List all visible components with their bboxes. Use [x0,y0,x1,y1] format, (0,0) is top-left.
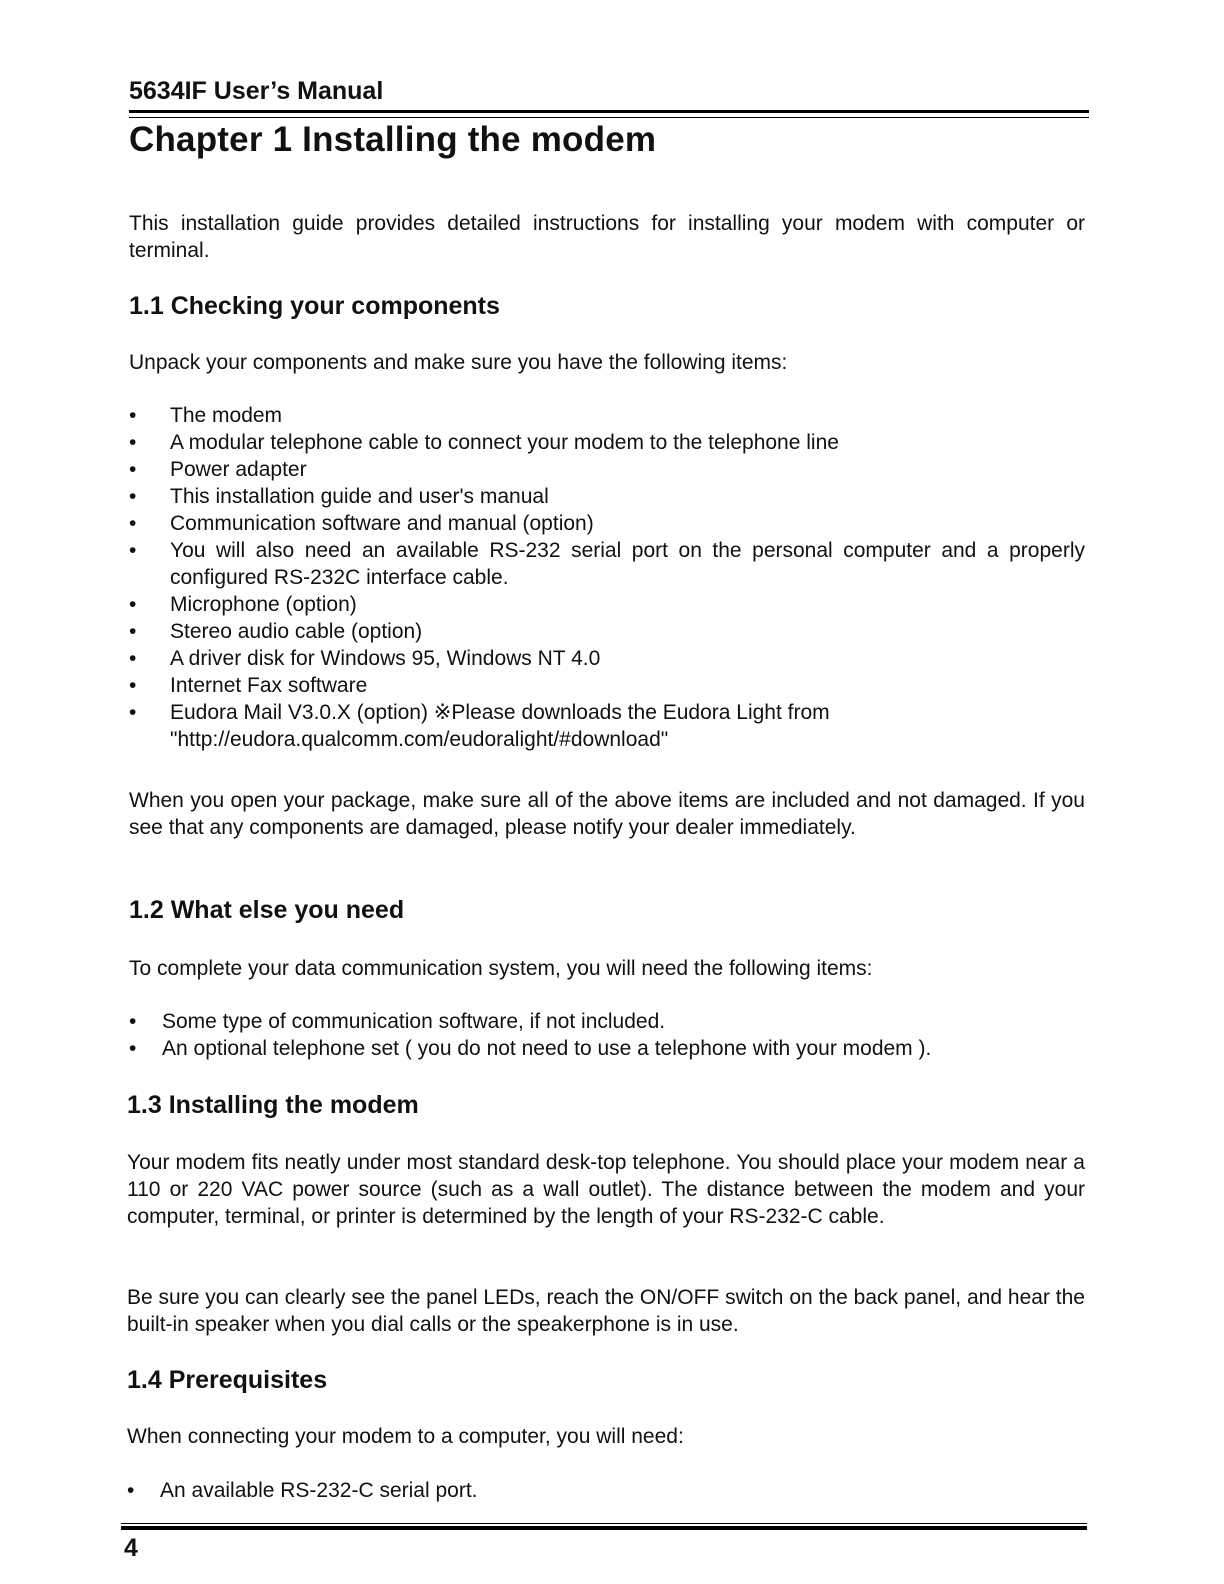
bullet-icon: • [129,512,137,535]
bullet-icon: • [129,1010,137,1033]
header-rule [129,110,1089,113]
section-1-1-closing: When you open your package, make sure all of the above items are included and not damaged. If you see that any components are damaged, please notify your dealer immediately. [129,789,1085,839]
list-item: • Stereo audio cable (option) [129,620,423,643]
section-1-3-paragraph-1: Your modem fits neatly under most standard desk-top telephone. You should place your modem near a 110 or 220 VAC power source (such as a wall outlet). The distance between the modem and your computer, terminal, or printer is determined by the length of your RS-232-C cable. [127,1151,1085,1228]
list-item: • An available RS-232-C serial port. [127,1479,478,1502]
intro-paragraph: This installation guide provides detailed instructions for installing your modem with computer or terminal. [129,212,1085,262]
footer-rule-thin [121,1523,1087,1524]
bullet-icon: • [129,404,137,427]
bullet-icon: • [129,701,137,724]
section-heading-1-2: 1.2 What else you need [129,896,405,924]
list-item: • Internet Fax software [129,674,368,697]
page-number: 4 [124,1534,138,1562]
bullet-icon: • [127,1479,135,1502]
bullet-icon: • [129,539,137,562]
chapter-title: Chapter 1 Installing the modem [129,120,657,159]
list-item: • Microphone (option) [129,593,357,616]
manual-title: 5634IF User’s Manual [129,77,384,105]
bullet-icon: • [129,620,137,643]
list-item: • Eudora Mail V3.0.X (option) ※Please downloads the Eudora Light from "http://eudora.qualcomm.com/eudoralight/#download" [129,701,830,751]
bullet-icon: • [129,458,137,481]
section-heading-1-1: 1.1 Checking your components [129,292,500,320]
header-rule-thin [129,117,1089,118]
bullet-icon: • [129,1037,137,1060]
bullet-icon: • [129,674,137,697]
list-item: • The modem [129,404,283,427]
list-item: • Power adapter [129,458,307,481]
prerequisites-list [127,1477,1085,1504]
components-list [129,402,1085,753]
list-item: • Communication software and manual (option) [129,512,594,535]
requirements-list [129,1008,1085,1062]
section-1-1-lead: Unpack your components and make sure you have the following items: [129,351,788,374]
section-heading-1-3: 1.3 Installing the modem [127,1091,419,1119]
list-item: • An optional telephone set ( you do not need to use a telephone with your modem ). [129,1037,932,1060]
bullet-icon: • [129,647,137,670]
section-1-3-paragraph-2: Be sure you can clearly see the panel LEDs, reach the ON/OFF switch on the back panel, and hear the built-in speaker when you dial calls or the speakerphone is in use. [127,1286,1085,1336]
bullet-icon: • [129,431,137,454]
list-item: • Some type of communication software, if not included. [129,1010,666,1033]
footer-rule [121,1526,1087,1530]
list-item: • A driver disk for Windows 95, Windows NT 4.0 [129,647,601,670]
bullet-icon: • [129,485,137,508]
list-item: • You will also need an available RS-232 serial port on the personal computer and a properly configured RS-232C interface cable. [129,539,1085,589]
section-1-4-lead: When connecting your modem to a computer, you will need: [127,1425,684,1448]
section-heading-1-4: 1.4 Prerequisites [127,1366,328,1394]
bullet-icon: • [129,593,137,616]
section-1-2-lead: To complete your data communication system, you will need the following items: [129,957,873,980]
list-item: • This installation guide and user's manual [129,485,549,508]
list-item: • A modular telephone cable to connect your modem to the telephone line [129,431,839,454]
